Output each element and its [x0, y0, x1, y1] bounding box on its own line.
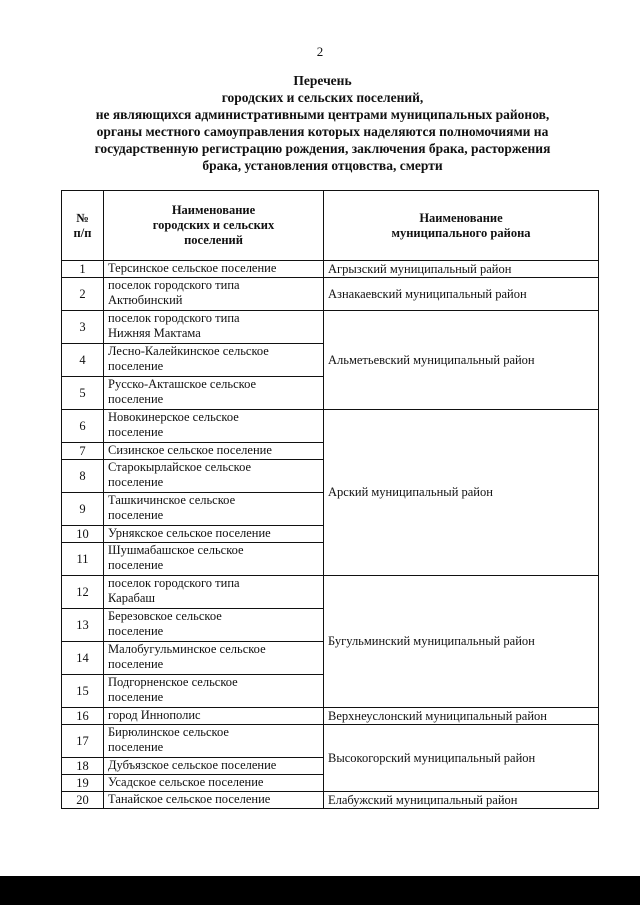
- document-title: [40, 72, 605, 174]
- settlement-name-line: поселение: [108, 740, 164, 754]
- row-number: 12: [62, 576, 104, 609]
- settlement-name: [104, 775, 324, 792]
- district-name: Альметьевский муниципальный район: [324, 311, 599, 410]
- settlement-name-line: Терсинское сельское поселение: [108, 261, 277, 275]
- row-number: 13: [62, 609, 104, 642]
- settlement-name-line: Русско-Акташское сельское: [108, 377, 257, 391]
- settlement-name: [104, 576, 324, 609]
- settlements-table: [61, 190, 599, 809]
- table-row: [62, 311, 599, 344]
- district-name: Арский муниципальный район: [324, 410, 599, 576]
- settlement-name-line: Актюбинский: [108, 293, 183, 307]
- settlement-name: [104, 675, 324, 708]
- settlement-name-line: поселение: [108, 475, 164, 489]
- settlement-name: [104, 311, 324, 344]
- row-number: 11: [62, 543, 104, 576]
- settlement-name-line: Березовское сельское: [108, 609, 222, 623]
- settlement-name-line: Дубъязское сельское поселение: [108, 758, 277, 772]
- district-name: Агрызский муниципальный район: [324, 261, 599, 278]
- settlement-name-line: поселение: [108, 359, 164, 373]
- settlement-name: [104, 642, 324, 675]
- row-number: 15: [62, 675, 104, 708]
- title-line: не являющихся административными центрами муниципальных районов,: [95, 107, 550, 122]
- settlement-name: [104, 708, 324, 725]
- settlement-name-line: поселение: [108, 624, 164, 638]
- row-number: 20: [62, 792, 104, 809]
- settlement-name-line: Малобугульминское сельское: [108, 642, 266, 656]
- settlement-name-line: Лесно-Калейкинское сельское: [108, 344, 269, 358]
- table-row: [62, 261, 599, 278]
- settlement-name: [104, 543, 324, 576]
- settlement-name-line: Ташкичинское сельское: [108, 493, 236, 507]
- table-row: [62, 576, 599, 609]
- settlement-name: [104, 443, 324, 460]
- settlement-name: [104, 609, 324, 642]
- settlement-name-line: поселение: [108, 392, 164, 406]
- row-number: 8: [62, 460, 104, 493]
- title-line: органы местного самоуправления которых наделяются полномочиями на: [96, 124, 549, 139]
- header-number: № п/п: [62, 191, 104, 261]
- settlement-name-line: Новокинерское сельское: [108, 410, 239, 424]
- settlement-name-line: Урнякское сельское поселение: [108, 526, 271, 540]
- row-number: 5: [62, 377, 104, 410]
- district-name: Азнакаевский муниципальный район: [324, 278, 599, 311]
- row-number: 4: [62, 344, 104, 377]
- title-line: Перечень: [293, 73, 352, 88]
- row-number: 3: [62, 311, 104, 344]
- settlement-name-line: Нижняя Мактама: [108, 326, 201, 340]
- settlement-name: [104, 344, 324, 377]
- settlement-name: [104, 410, 324, 443]
- settlement-name-line: поселение: [108, 508, 164, 522]
- settlement-name-line: Бирюлинское сельское: [108, 725, 229, 739]
- settlement-name-line: Подгорненское сельское: [108, 675, 238, 689]
- title-line: городских и сельских поселений,: [221, 90, 424, 105]
- settlement-name-line: Сизинское сельское поселение: [108, 443, 272, 457]
- row-number: 16: [62, 708, 104, 725]
- row-number: 6: [62, 410, 104, 443]
- settlement-name: [104, 758, 324, 775]
- row-number: 14: [62, 642, 104, 675]
- header-district-name: Наименование муниципального района: [324, 191, 599, 261]
- scan-edge-bar: [0, 876, 640, 905]
- row-number: 10: [62, 526, 104, 543]
- table-body: [62, 261, 599, 809]
- row-number: 2: [62, 278, 104, 311]
- table-row: [62, 792, 599, 809]
- district-name: Елабужский муниципальный район: [324, 792, 599, 809]
- settlement-name-line: Старокырлайское сельское: [108, 460, 252, 474]
- settlement-name: [104, 460, 324, 493]
- table-row: [62, 708, 599, 725]
- title-line: брака, установления отцовства, смерти: [202, 158, 443, 173]
- settlement-name: [104, 261, 324, 278]
- settlement-name: [104, 377, 324, 410]
- table-row: [62, 278, 599, 311]
- district-name: Верхнеуслонский муниципальный район: [324, 708, 599, 725]
- district-name: Высокогорский муниципальный район: [324, 725, 599, 792]
- title-line: государственную регистрацию рождения, заключения брака, расторжения: [94, 141, 551, 156]
- district-name: Бугульминский муниципальный район: [324, 576, 599, 708]
- settlement-name-line: поселение: [108, 425, 164, 439]
- settlement-name-line: поселок городского типа: [108, 311, 240, 325]
- settlement-name-line: город Иннополис: [108, 708, 201, 722]
- table-row: [62, 410, 599, 443]
- settlement-name: [104, 792, 324, 809]
- settlement-name-line: Карабаш: [108, 591, 156, 605]
- settlement-name-line: Шушмабашское сельское: [108, 543, 244, 557]
- settlement-name-line: Танайское сельское поселение: [108, 792, 271, 806]
- settlement-name-line: поселок городского типа: [108, 278, 240, 292]
- settlement-name-line: Усадское сельское поселение: [108, 775, 264, 789]
- row-number: 19: [62, 775, 104, 792]
- settlement-name-line: поселение: [108, 657, 164, 671]
- row-number: 17: [62, 725, 104, 758]
- header-settlement-name: Наименование городских и сельских поселений: [104, 191, 324, 261]
- table-row: [62, 725, 599, 758]
- settlement-name-line: поселение: [108, 690, 164, 704]
- settlement-name: [104, 526, 324, 543]
- settlement-name-line: поселок городского типа: [108, 576, 240, 590]
- settlement-name: [104, 725, 324, 758]
- settlement-name-line: поселение: [108, 558, 164, 572]
- page-number: 2: [316, 44, 324, 59]
- row-number: 7: [62, 443, 104, 460]
- row-number: 9: [62, 493, 104, 526]
- row-number: 1: [62, 261, 104, 278]
- settlement-name: [104, 278, 324, 311]
- settlement-name: [104, 493, 324, 526]
- row-number: 18: [62, 758, 104, 775]
